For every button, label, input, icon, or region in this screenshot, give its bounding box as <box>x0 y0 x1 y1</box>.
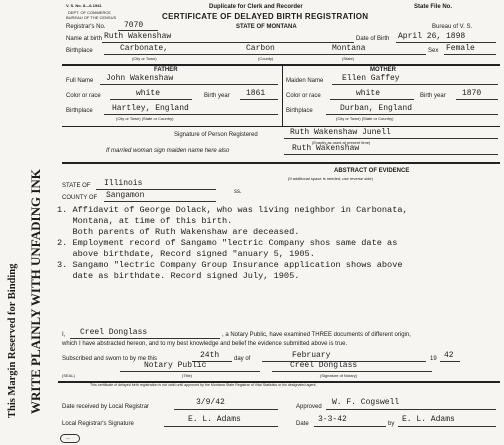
registrar-number: 7070 <box>124 21 144 30</box>
father-name-label: Full Name <box>66 78 94 84</box>
father-name: John Wakenshaw <box>106 74 174 83</box>
ink-instruction: WRITE PLAINLY WITH UNFADING INK <box>28 169 43 414</box>
dept-line-1: DEPT. OF COMMERCE <box>68 10 111 15</box>
date-received-label: Date received by Local Registrar <box>62 404 150 410</box>
birthplace-label: Birthplace <box>66 48 93 54</box>
father-birthplace: Hartley, England <box>112 104 189 113</box>
father-birth-year-label: Birth year <box>204 93 230 99</box>
name-at-birth: Ruth Wakenshaw <box>104 32 172 41</box>
local-registrar-label: Local Registrar's Signature <box>62 421 134 427</box>
approval-date: 3-3-42 <box>318 415 347 424</box>
abstract-note: (If additional space is needed, use reverse side) <box>288 176 373 181</box>
birthplace-city: Carbonate, <box>120 44 169 53</box>
county-caption: (County) <box>258 56 274 61</box>
sworn-year: 42 <box>444 351 454 360</box>
date-received: 3/9/42 <box>196 398 225 407</box>
mother-birth-year-label: Birth year <box>420 93 446 99</box>
date-of-birth: April 26, 1898 <box>398 32 466 41</box>
day-of-label: day of <box>234 356 251 362</box>
notary-title: Notary Public <box>144 361 207 370</box>
form-number: V. S. No. 8—6-1941 <box>66 3 102 8</box>
notary-signature: Creel Donglass <box>290 361 358 370</box>
date-of-birth-label: Date of Birth <box>356 36 390 42</box>
registrar-label: Registrar's No. <box>66 24 106 30</box>
notary-signature-caption: (Signature of Notary) <box>320 373 358 378</box>
evidence-line-3: Both parents of Ruth Wakenshaw are deceased. <box>57 227 300 237</box>
mother-birthplace-caption: (City or Town) (State or Country) <box>336 116 394 121</box>
title-caption: (Title) <box>182 373 193 378</box>
date-label: Date <box>296 421 309 427</box>
father-birthplace-label: Birthplace <box>66 108 93 114</box>
mother-color: white <box>356 89 381 98</box>
evidence-line-7: date as birthdate. Record signed July, 1905. <box>57 271 300 281</box>
mother-name-label: Maiden Name <box>286 78 324 84</box>
affidavit-state: Illinois <box>104 179 143 188</box>
affidavit-county-label: COUNTY OF <box>62 195 98 201</box>
evidence-line-6: 3. Sangamo ″lectric Company Group Insurance application shows above <box>57 260 403 270</box>
father-color: white <box>136 89 161 98</box>
seal-caption: (SEAL) <box>62 373 75 378</box>
registrant-signature: Ruth Wakenshaw Junell <box>290 128 391 137</box>
evidence-line-5: above birthdate, Record signed ″anuary 5, 1905. <box>57 249 315 259</box>
sworn-day: 24th <box>200 351 220 360</box>
mother-heading: MOTHER <box>370 67 396 73</box>
sex-label: Sex <box>428 48 439 54</box>
evidence-line-4: 2. Employment record of Sangamo ″lectric Company shos same date as <box>57 238 398 248</box>
evidence-line-1: 1. Affidavit of George Dolack, who was living neighbor in Carbonata, <box>57 205 408 215</box>
mother-name: Ellen Gaffey <box>342 74 400 83</box>
notary-text-2: which I have abstracted hereon, and to my best knowledge and belief the evidence submitted above is true. <box>62 341 348 347</box>
father-heading: FATHER <box>154 67 178 73</box>
approved-by-agent: E. L. Adams <box>402 415 455 424</box>
validity-note: This certificate of delayed birth registration is not valid until approved by the Montana State Registrar of Vital Statistics or his designated agent. <box>90 383 317 387</box>
ss-label: ss. <box>234 189 242 195</box>
mother-birth-year: 1870 <box>462 89 482 98</box>
duplicate-note: Duplicate for Clerk and Recorder <box>209 4 303 10</box>
subscribed-label: Subscribed and sworn to by me this <box>62 356 158 362</box>
mother-color-label: Color or race <box>286 93 321 99</box>
printer-stamp: — <box>60 434 80 443</box>
approved-label: Approved <box>296 404 322 410</box>
document-title: CERTIFICATE OF DELAYED BIRTH REGISTRATION <box>162 12 369 21</box>
evidence-line-2: Montana, at time of this birth. <box>57 216 233 226</box>
married-name-label: If married woman sign maiden name here also <box>106 148 230 154</box>
maiden-name-signature: Ruth Wakenshaw <box>292 144 360 153</box>
mother-birthplace-label: Birthplace <box>286 108 313 114</box>
sex-value: Female <box>446 44 475 53</box>
mother-birthplace: Durban, England <box>340 104 413 113</box>
local-registrar-signature: E. L. Adams <box>188 415 241 424</box>
name-at-birth-label: Name at birth <box>66 36 103 42</box>
by-label: by <box>388 421 395 427</box>
bureau-label: Bureau of V. S. <box>432 24 473 30</box>
state-caption: (State) <box>342 56 355 61</box>
father-color-label: Color or race <box>66 93 101 99</box>
approved-by: W. F. Cogswell <box>332 398 400 407</box>
father-birth-year: 1861 <box>246 89 266 98</box>
affidavit-county: Sangamon <box>106 191 145 200</box>
notary-name: Creel Donglass <box>80 328 148 337</box>
birthplace-state: Montana <box>332 44 366 53</box>
affidavit-state-label: STATE OF <box>62 183 91 189</box>
birthplace-county: Carbon <box>246 44 275 53</box>
signature-caption: (Exactly as used at present time) <box>312 140 371 145</box>
binding-margin-note: This Margin Reserved for Binding <box>7 263 18 418</box>
city-caption: (City or Town) <box>132 56 157 61</box>
signature-label: Signature of Person Registered <box>174 132 258 138</box>
father-birthplace-caption: (City or Town) (State or Country) <box>116 116 174 121</box>
state-label: STATE OF MONTANA <box>236 24 297 30</box>
dept-line-2: BUREAU OF THE CENSUS <box>66 15 117 20</box>
notary-text-1: , a Notary Public, have examined THREE documents of different origin, <box>222 332 411 338</box>
year-prefix: 19 <box>430 356 437 362</box>
abstract-title: ABSTRACT OF EVIDENCE <box>334 168 410 174</box>
sworn-month: February <box>292 351 331 360</box>
notary-prefix: I, <box>62 332 66 338</box>
state-file-label: State File No. <box>414 4 453 10</box>
